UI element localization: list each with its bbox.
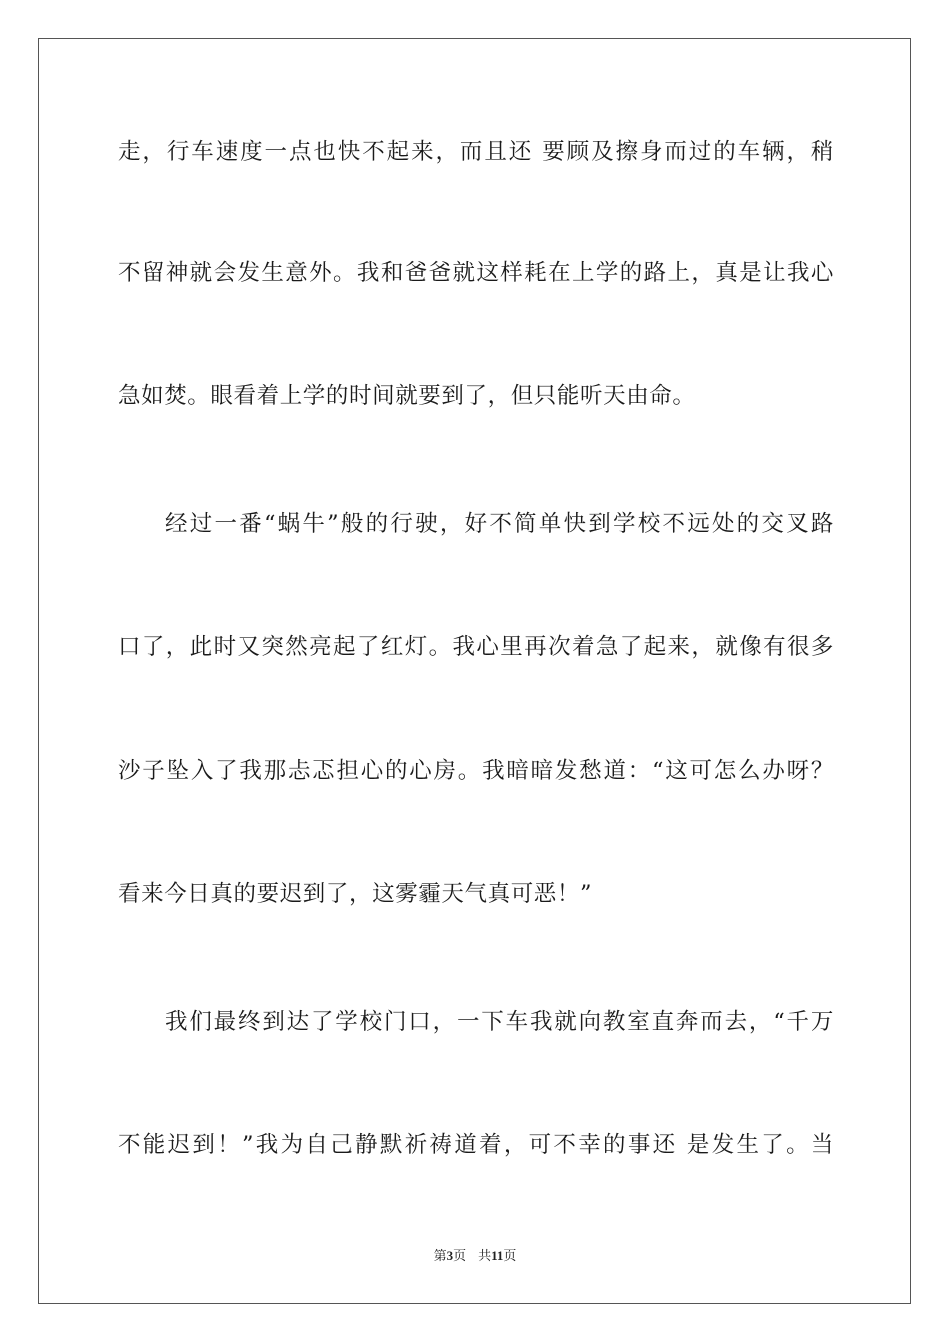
paragraph-2-line-3: 沙子坠入了我那忐忑担心的心房。我暗暗发愁道：“这可怎么办呀？: [118, 758, 834, 784]
body-line-3: 急如焚。眼看着上学的时间就要到了，但只能听天由命。: [118, 383, 696, 409]
page-number: 3: [446, 1248, 454, 1263]
page-prefix: 第: [433, 1249, 447, 1264]
paragraph-2-line-1: 经过一番“蜗牛”般的行驶，好不简单快到学校不远处的交叉路: [165, 511, 834, 537]
paragraph-2-line-2: 口了，此时又突然亮起了红灯。我心里再次着急了起来，就像有很多: [118, 634, 834, 660]
page-unit: 页: [453, 1249, 467, 1264]
total-unit: 页: [503, 1249, 517, 1264]
paragraph-3-line-1: 我们最终到达了学校门口，一下车我就向教室直奔而去，“千万: [165, 1009, 834, 1035]
paragraph-2-line-4: 看来今日真的要迟到了，这雾霾天气真可恶！”: [118, 881, 593, 907]
page-footer: [0, 1247, 950, 1266]
body-line-1: 走，行车速度一点也快不起来，而且还 要顾及擦身而过的车辆，稍: [118, 139, 834, 165]
page-frame: [38, 38, 911, 1304]
body-line-2: 不留神就会发生意外。我和爸爸就这样耗在上学的路上，真是让我心: [118, 260, 834, 286]
total-pages: 11: [491, 1248, 504, 1263]
paragraph-3-line-2: 不能迟到！”我为自己静默祈祷道着，可不幸的事还 是发生了。当: [118, 1132, 834, 1158]
total-prefix: 共: [478, 1249, 492, 1264]
